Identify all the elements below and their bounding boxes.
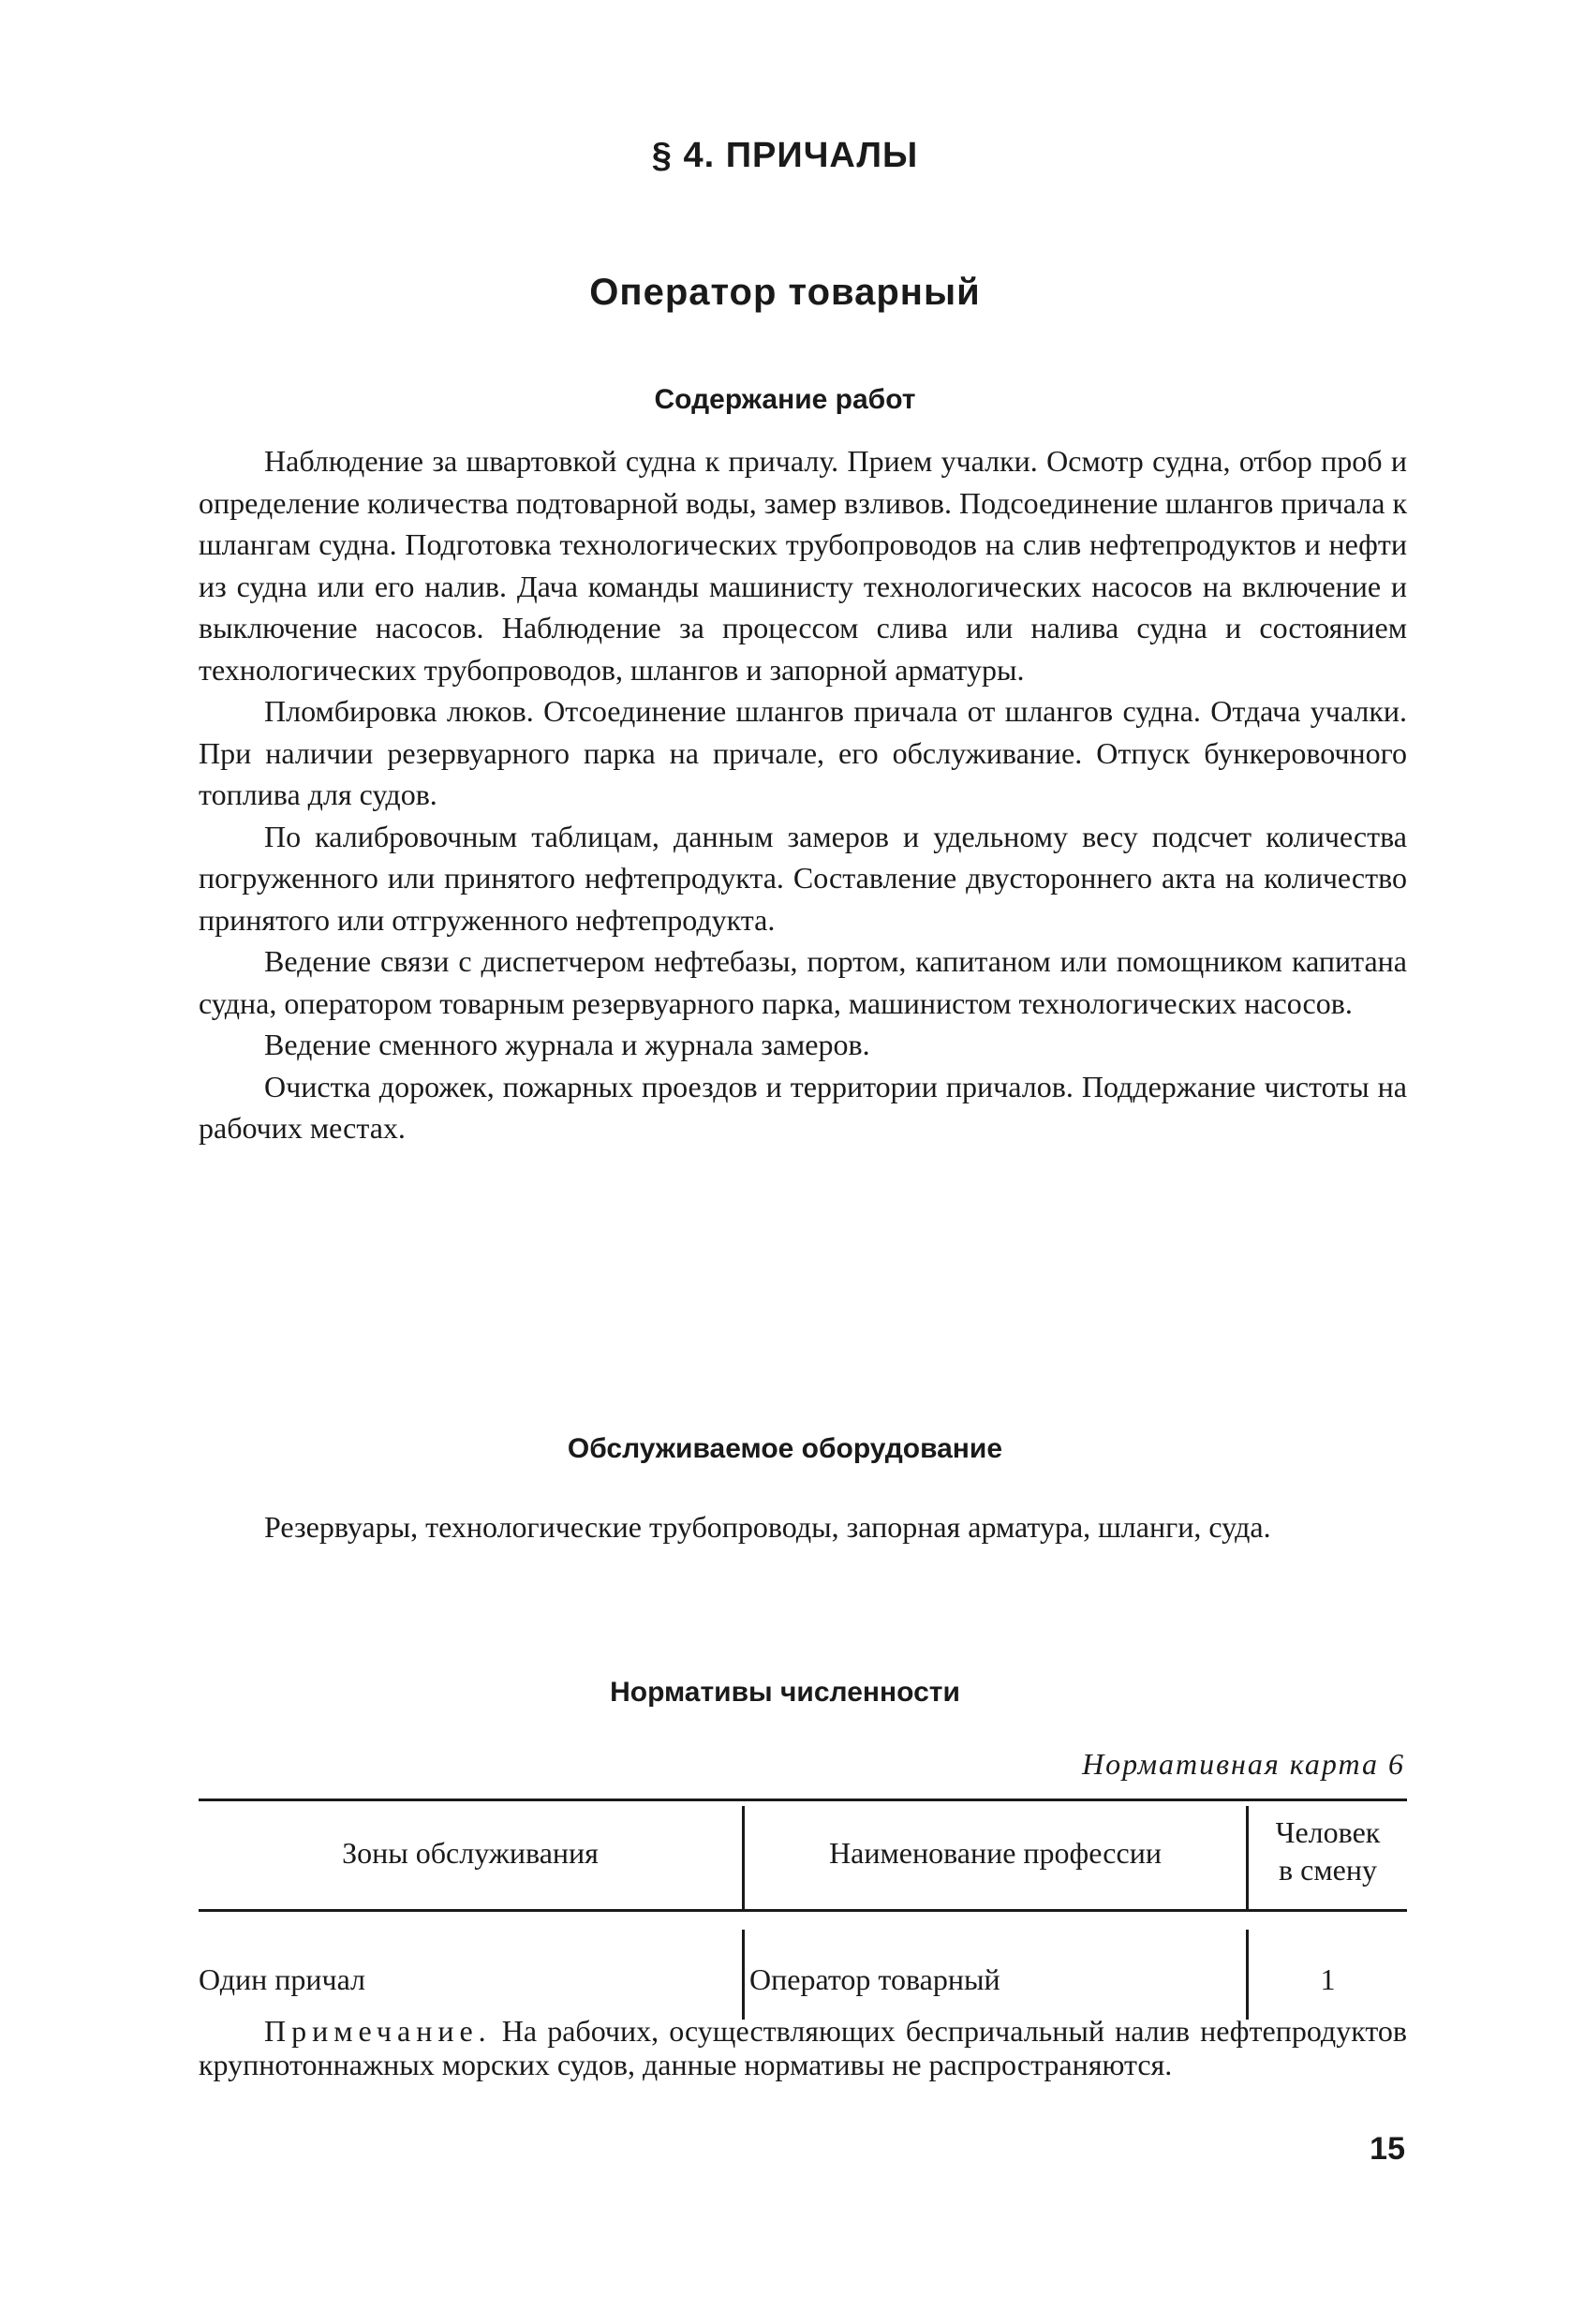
note-text: На рабочих, осуществляющих беспричальный налив нефтепродуктов крупнотоннажных морских судов, данные нормативы не распространяются. xyxy=(199,2014,1408,2081)
section-title: § 4. ПРИЧАЛЫ xyxy=(651,136,919,175)
table-column-divider xyxy=(742,1930,745,2020)
work-content-paragraph: Ведение связи с диспетчером нефтебазы, портом, капитаном или помощником капитана судна, оператором товарным резервуарного парка, машинистом технологических насосов. xyxy=(199,944,1407,1020)
work-content-paragraph: Пломбировка люков. Отсоединение шлангов причала от шлангов судна. Отдача учалки. При наличии резервуарного парка на причале, его обслуживание. Отпуск бункеровочного топлива для судов. xyxy=(199,694,1407,811)
work-content-paragraph: Ведение сменного журнала и журнала замеров. xyxy=(264,1028,870,1061)
column-header-zone: Зоны обслуживания xyxy=(342,1836,599,1870)
table-cell-people: 1 xyxy=(1320,1962,1336,1996)
equipment-text: Резервуары, технологические трубопроводы, запорная арматура, шланги, суда. xyxy=(264,1510,1271,1544)
column-header-profession: Наименование профессии xyxy=(829,1836,1162,1870)
column-header-people-line2: в смену xyxy=(1279,1853,1377,1887)
note xyxy=(199,2014,1407,2081)
norm-card-label: Нормативная карта 6 xyxy=(1082,1747,1405,1781)
table-cell-profession: Оператор товарный xyxy=(749,1962,1000,1996)
work-content-body xyxy=(199,440,1407,1149)
page-number: 15 xyxy=(1370,2131,1405,2167)
table-header-rule xyxy=(199,1909,1407,1912)
column-header-people-line1: Человек xyxy=(1275,1815,1381,1849)
work-content-heading: Содержание работ xyxy=(654,384,916,415)
equipment-heading: Обслуживаемое оборудование xyxy=(567,1433,1003,1464)
equipment-body xyxy=(199,1506,1407,1548)
table-top-rule xyxy=(199,1799,1407,1801)
work-content-paragraph: Очистка дорожек, пожарных проездов и территории причалов. Поддержание чистоты на рабочих местах. xyxy=(199,1069,1407,1145)
note-label: Примечание. xyxy=(264,2014,492,2048)
main-title: Оператор товарный xyxy=(589,272,981,313)
table-cell-zone: Один причал xyxy=(199,1962,366,1996)
norms-heading: Нормативы численности xyxy=(610,1677,960,1708)
work-content-paragraph: Наблюдение за швартовкой судна к причалу. Прием учалки. Осмотр судна, отбор проб и определение количества подтоварной воды, замер взливов. Подсоединение шлангов причала к шлангам судна. Подготовка технологических трубопроводов на слив нефтепродуктов и нефти из судна или его налив. Дача команды машинисту технологических насосов на включение и выключение насосов. Наблюдение за процессом слива или налива судна и состоянием технологических трубопроводов, шлангов и запорной арматуры. xyxy=(199,444,1407,687)
work-content-paragraph: По калибровочным таблицам, данным замеров и удельному весу подсчет количества погруженного или принятого нефтепродукта. Составление двустороннего акта на количество принятого или отгруженного нефтепродукта. xyxy=(199,819,1407,937)
